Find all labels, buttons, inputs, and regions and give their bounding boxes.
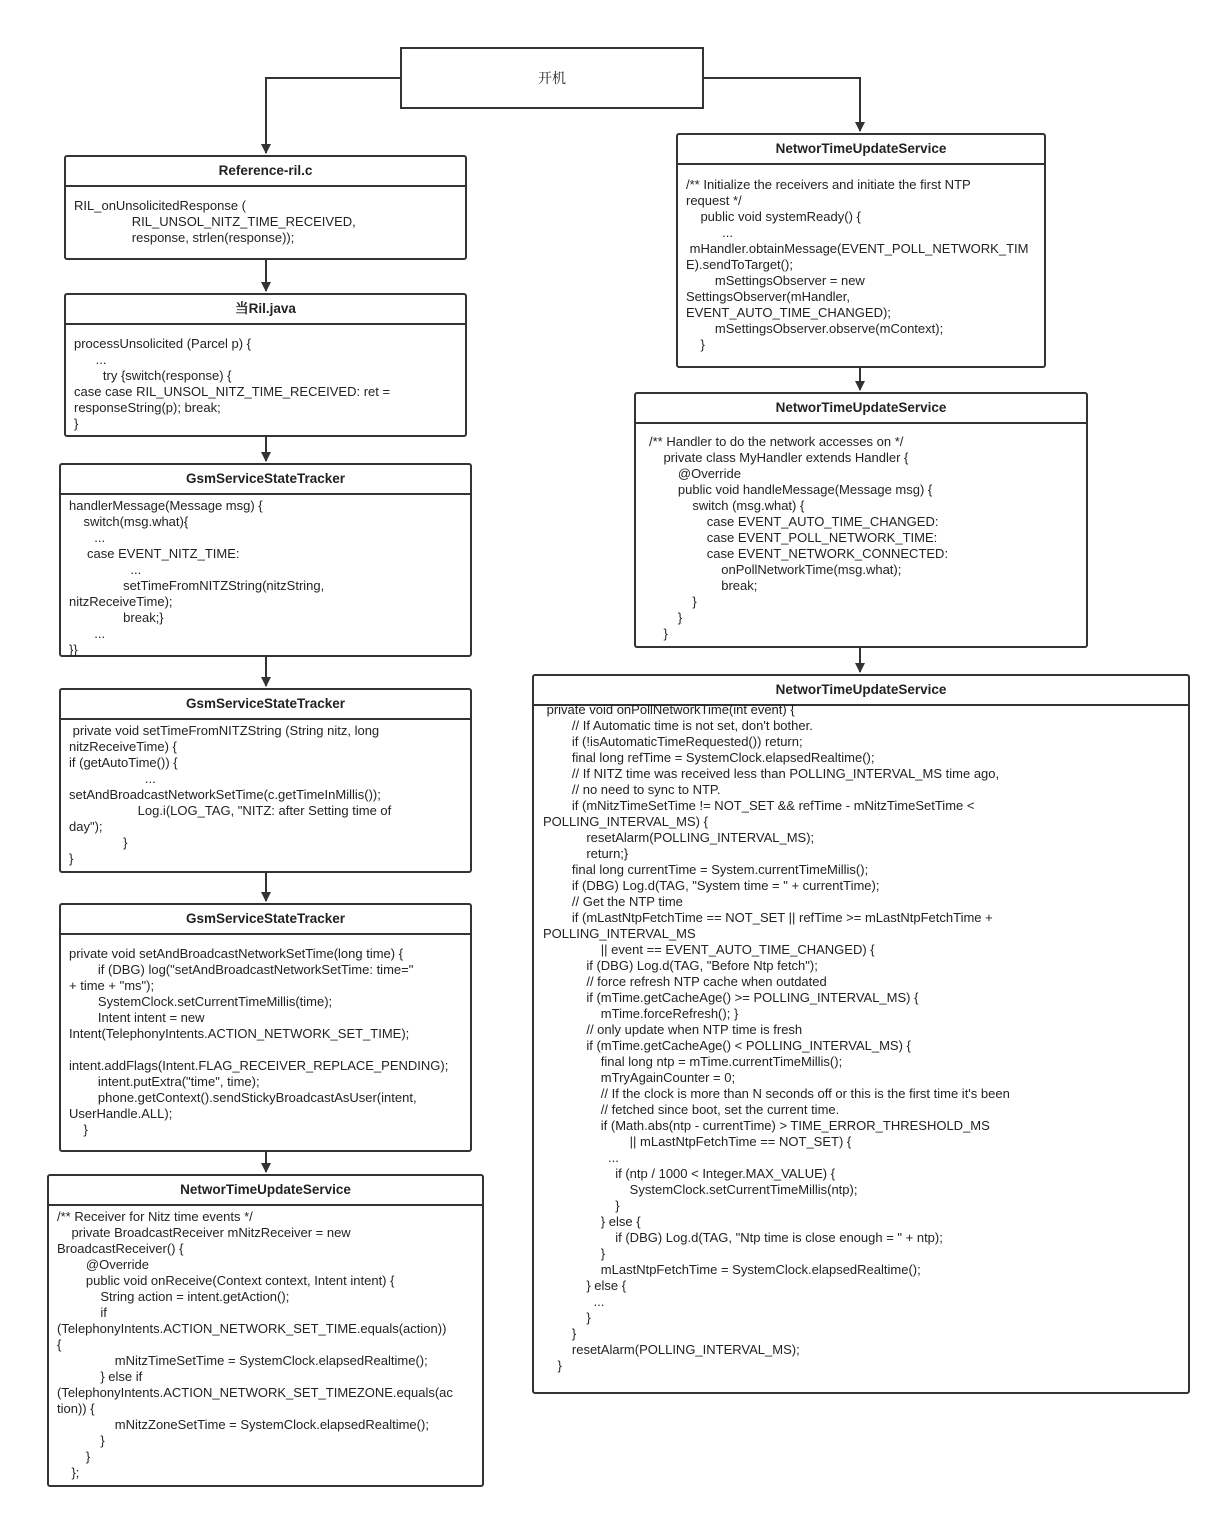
reference-ril-code: RIL_onUnsolicitedResponse ( RIL_UNSOL_NITZ_TIME_RECEIVED, response, strlen(response)); bbox=[74, 198, 356, 245]
my-handler-code: /** Handler to do the network accesses on */ private class MyHandler extends Handler { @Override public void handleMessage(Message msg) { switch (msg.what) { case EVENT_AUTO_TIME_CHANGED: case EVENT_POLL_NETWORK_TIME: case EVENT_NETWORK_CONNECTED: onPollNetworkTime(msg.what); break; } } } bbox=[649, 434, 949, 641]
broadcast-network-time-box bbox=[59, 903, 472, 1152]
reference-ril-title: Reference-ril.c bbox=[66, 157, 465, 187]
system-ready-title: NetworTimeUpdateService bbox=[678, 135, 1044, 165]
system-ready-code: /** Initialize the receivers and initiate the first NTP request */ public void systemReady() { ... mHandler.obtainMessage(EVENT_POLL_NETWORK_TIM E).sendToTarget(); mSettingsObserver = new SettingsObserver(mHandler, EVENT_AUTO_TIME_CHANGED); mSettingsObserver.observe(mContext); } bbox=[686, 177, 1029, 352]
set-time-nitz-title: GsmServiceStateTracker bbox=[61, 690, 470, 720]
arrow-start-to-reference-ril bbox=[266, 78, 400, 153]
handler-message-code: handlerMessage(Message msg) { switch(msg.what){ ... case EVENT_NITZ_TIME: ... setTimeFromNITZString(nitzString, nitzReceiveTime); break;} ... }} bbox=[69, 498, 325, 657]
on-poll-network-time-code: private void onPollNetworkTime(int event) { // If Automatic time is not set, don't bother. if (!isAutomaticTimeRequested()) return; final long refTime = SystemClock.elapsedRealtime(); // If NITZ time was received less than POLLING_INTERVAL_MS time ago, // no need to sync to NTP. if (mNitzTimeSetTime != NOT_SET && refTime - mNitzTimeSetTime < POLLING_INTERVAL_MS) { resetAlarm(POLLING_INTERVAL_MS); return;} final long currentTime = System.currentTimeMillis(); if (DBG) Log.d(TAG, "System time = " + currentTime); // Get the NTP time if (mLastNtpFetchTime == NOT_SET || refTime >= mLastNtpFetchTime + POLLING_INTERVAL_MS || event == EVENT_AUTO_TIME_CHANGED) { if (DBG) Log.d(TAG, "Before Ntp fetch"); // force refresh NTP cache when outdated if (mTime.getCacheAge() >= POLLING_INTERVAL_MS) { mTime.forceRefresh(); } // only update when NTP time is fresh if (mTime.getCacheAge() < POLLING_INTERVAL_MS) { final long ntp = mTime.currentTimeMillis(); mTryAgainCounter = 0; // If the clock is more than N seconds off or this is the first time it's been // fetched since boot, set the current time. if (Math.abs(ntp - currentTime) > TIME_ERROR_THRESHOLD_MS || mLastNtpFetchTime == NOT_SET) { ... if (ntp / 1000 < Integer.MAX_VALUE) { SystemClock.setCurrentTimeMillis(ntp); } } else { if (DBG) Log.d(TAG, "Ntp time is close enough = " + ntp); } mLastNtpFetchTime = SystemClock.elapsedRealtime(); } else { ... } } resetAlarm(POLLING_INTERVAL_MS); } bbox=[543, 702, 1010, 1373]
handler-message-box bbox=[59, 463, 472, 657]
system-ready-box bbox=[676, 133, 1046, 368]
on-poll-network-time-box bbox=[532, 674, 1190, 1394]
start-node bbox=[400, 47, 704, 109]
ril-java-title: 当Ril.java bbox=[66, 295, 465, 325]
on-poll-network-time-title: NetworTimeUpdateService bbox=[534, 676, 1188, 706]
nitz-receiver-code: /** Receiver for Nitz time events */ private BroadcastReceiver mNitzReceiver = new BroadcastReceiver() { @Override public void onReceive(Context context, Intent intent) { String action = intent.getAction(); if (TelephonyIntents.ACTION_NETWORK_SET_TIME.equals(action)) { mNitzTimeSetTime = SystemClock.elapsedRealtime(); } else if (TelephonyIntents.ACTION_NETWORK_SET_TIMEZONE.equals(ac tion)) { mNitzZoneSetTime = SystemClock.elapsedRealtime(); } } }; bbox=[57, 1209, 453, 1480]
ril-java-code: processUnsolicited (Parcel p) { ... try {switch(response) { case case RIL_UNSOL_NITZ_TIME_RECEIVED: ret = responseString(p); break; } bbox=[74, 336, 391, 431]
broadcast-network-time-code: private void setAndBroadcastNetworkSetTime(long time) { if (DBG) log("setAndBroadcastNetworkSetTime: time=" + time + "ms"); SystemClock.setCurrentTimeMillis(time); Intent intent = new Intent(TelephonyIntents.ACTION_NETWORK_SET_TIME); intent.addFlags(Intent.FLAG_RECEIVER_REPLACE_PENDING); intent.putExtra("time", time); phone.getContext().sendStickyBroadcastAsUser(intent, UserHandle.ALL); } bbox=[69, 946, 449, 1137]
reference-ril-box bbox=[64, 155, 467, 260]
my-handler-title: NetworTimeUpdateService bbox=[636, 394, 1086, 424]
start-label: 开机 bbox=[538, 70, 566, 86]
ril-java-box bbox=[64, 293, 467, 437]
set-time-nitz-box bbox=[59, 688, 472, 873]
my-handler-box bbox=[634, 392, 1088, 648]
nitz-receiver-box bbox=[47, 1174, 484, 1487]
set-time-nitz-code: private void setTimeFromNITZString (String nitz, long nitzReceiveTime) { if (getAutoTime()) { ... setAndBroadcastNetworkSetTime(c.getTimeInMillis()); Log.i(LOG_TAG, "NITZ: after Setting time of day"); } } bbox=[69, 723, 392, 866]
handler-message-title: GsmServiceStateTracker bbox=[61, 465, 470, 495]
nitz-receiver-title: NetworTimeUpdateService bbox=[49, 1176, 482, 1206]
broadcast-network-time-title: GsmServiceStateTracker bbox=[61, 905, 470, 935]
arrow-start-to-systemready bbox=[704, 78, 860, 131]
